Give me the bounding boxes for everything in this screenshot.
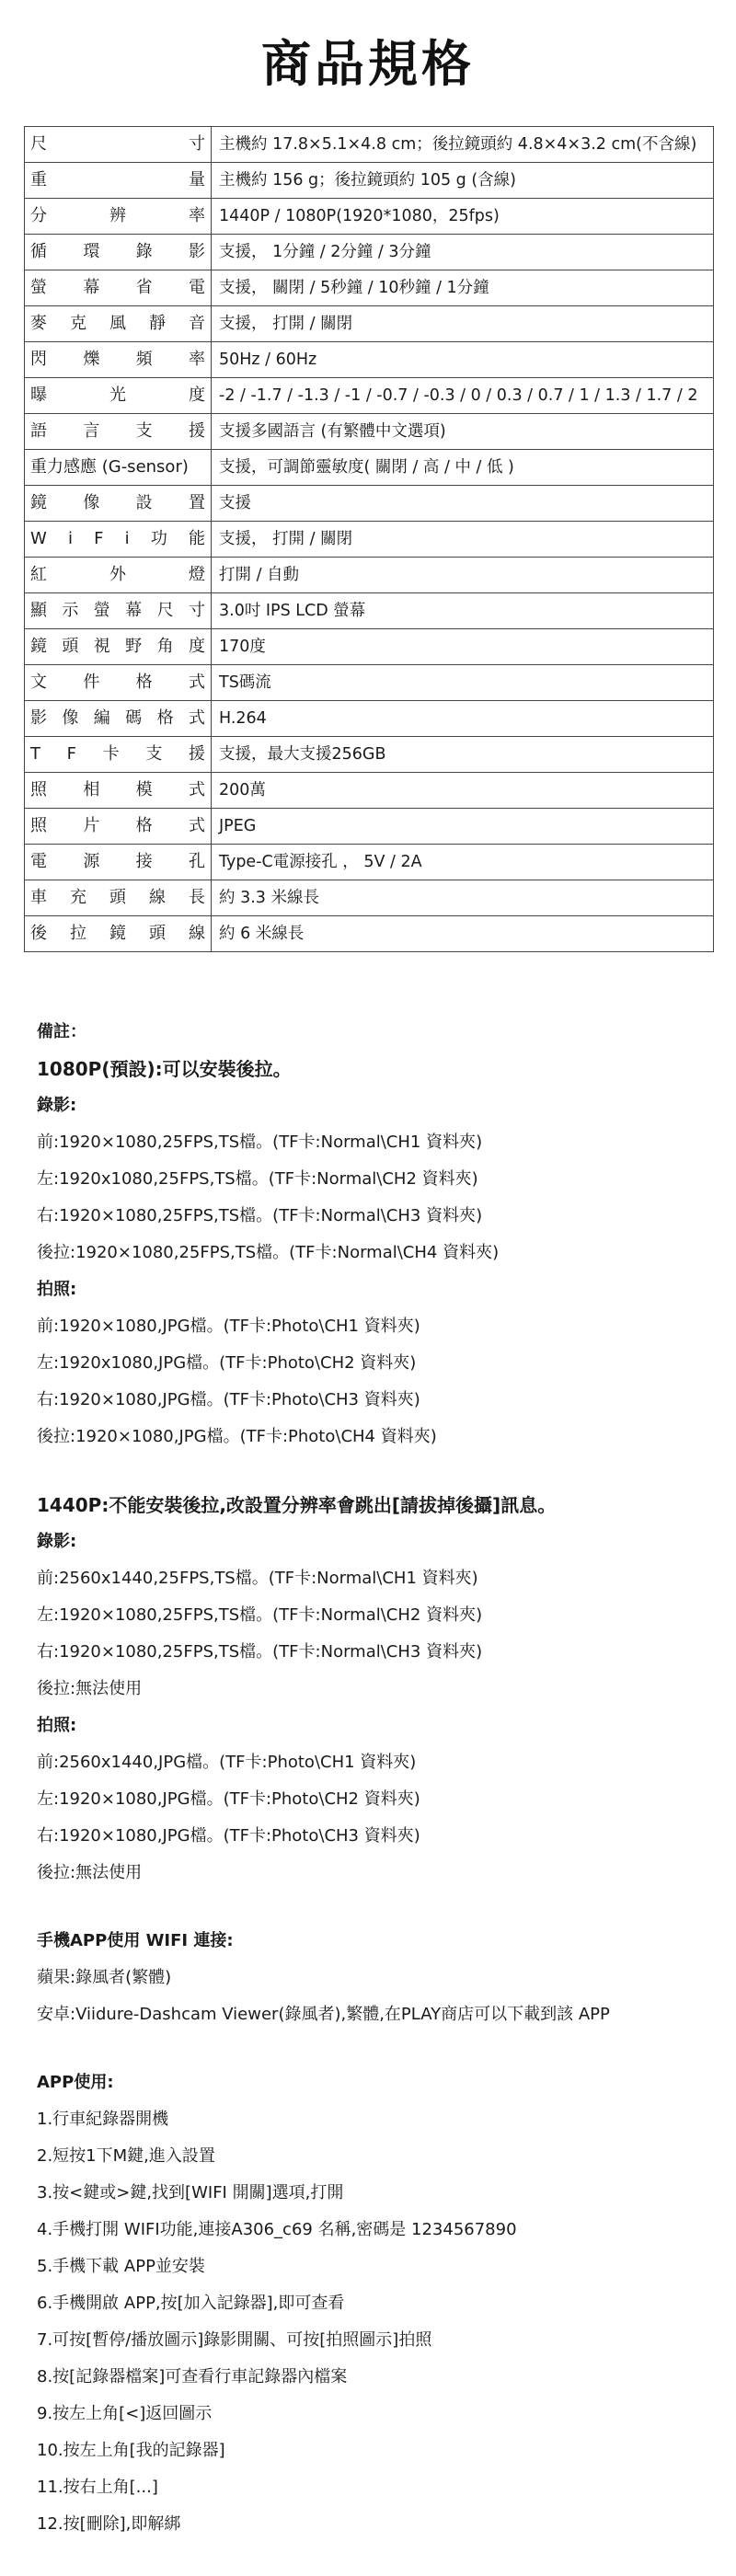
spec-label-cell — [25, 629, 212, 665]
spec-label-cell — [25, 342, 212, 378]
spec-label-cell — [25, 773, 212, 809]
table-row — [25, 558, 714, 593]
table-row — [25, 486, 714, 522]
spec-label: 分 辨 率 — [30, 206, 205, 225]
spec-label-cell — [25, 809, 212, 845]
wifi-title: 手機APP使用 WIFI 連接: — [37, 1931, 234, 1950]
table-row — [25, 880, 714, 916]
spec-label: 文 件 格 式 — [30, 673, 205, 692]
list-item: 後拉:無法使用 — [37, 1863, 143, 1882]
spec-label-cell — [25, 665, 212, 701]
list-item: 5.手機下載 APP並安裝 — [37, 2257, 205, 2276]
spec-value: TS碼流 — [212, 665, 714, 701]
spec-label-cell — [25, 737, 212, 773]
list-item: 蘋果:錄風者(繁體) — [37, 1968, 172, 1987]
table-row — [25, 773, 714, 809]
list-item: 左:1920x1080,25FPS,TS檔。(TF卡:Normal\CH2 資料夾) — [37, 1169, 478, 1189]
list-item: 2.短按1下M鍵,進入設置 — [37, 2146, 215, 2166]
list-item: 右:1920×1080,25FPS,TS檔。(TF卡:Normal\CH3 資料夾) — [37, 1206, 483, 1225]
spec-label: 影 像 編 碼 格 式 — [30, 708, 205, 728]
table-row — [25, 378, 714, 414]
spec-label: 顯 示 螢 幕 尺 寸 — [30, 601, 205, 620]
spec-label: 重 量 — [30, 170, 205, 190]
spec-label: 照 片 格 式 — [30, 816, 205, 835]
spec-label: W i F i 功 能 — [30, 529, 205, 548]
table-row — [25, 450, 714, 486]
spec-value: 200萬 — [212, 773, 714, 809]
spec-label-cell — [25, 378, 212, 414]
spec-value: 支援多國語言 (有繁體中文選項) — [212, 414, 714, 450]
list-item: 左:1920×1080,25FPS,TS檔。(TF卡:Normal\CH2 資料夾) — [37, 1605, 483, 1625]
table-row — [25, 235, 714, 270]
list-item: 8.按[記錄器檔案]可查看行車記錄器內檔案 — [37, 2367, 348, 2386]
spec-value: 50Hz / 60Hz — [212, 342, 714, 378]
spec-label-cell — [25, 127, 212, 163]
spec-label-cell — [25, 450, 212, 486]
spec-value: 支援，可調節靈敏度( 關閉 / 高 / 中 / 低 ) — [212, 450, 714, 486]
table-row — [25, 342, 714, 378]
list-item: 前:2560x1440,JPG檔。(TF卡:Photo\CH1 資料夾) — [37, 1753, 417, 1772]
spec-label: 尺 寸 — [30, 134, 205, 154]
list-item: 11.按右上角[...] — [37, 2478, 158, 2497]
spec-label-cell — [25, 306, 212, 342]
list-item: 1.行車紀錄器開機 — [37, 2110, 169, 2129]
list-item: 前:1920×1080,25FPS,TS檔。(TF卡:Normal\CH1 資料夾) — [37, 1133, 483, 1152]
list-item: 前:1920×1080,JPG檔。(TF卡:Photo\CH1 資料夾) — [37, 1317, 420, 1336]
list-item: 右:1920×1080,JPG檔。(TF卡:Photo\CH3 資料夾) — [37, 1826, 420, 1846]
spec-value: 約 3.3 米線長 — [212, 880, 714, 916]
spec-label-cell — [25, 845, 212, 880]
spec-value: 主機約 17.8×5.1×4.8 cm；後拉鏡頭約 4.8×4×3.2 cm(不含線) — [212, 127, 714, 163]
spec-label-cell — [25, 522, 212, 558]
spec-label: 重力感應 (G-sensor) — [30, 457, 189, 477]
spec-label: 閃 爍 頻 率 — [30, 350, 205, 369]
spec-table — [24, 126, 714, 952]
table-row — [25, 737, 714, 773]
spec-value: 支援， 打開 / 關閉 — [212, 306, 714, 342]
list-item: 9.按左上角[<]返回圖示 — [37, 2404, 213, 2423]
list-item: 安卓:Viidure-Dashcam Viewer(錄風者),繁體,在PLAY商店可以下載到該 APP — [37, 2005, 610, 2024]
spec-value: 支援， 關閉 / 5秒鐘 / 10秒鐘 / 1分鐘 — [212, 270, 714, 306]
spec-label: 電 源 接 孔 — [30, 852, 205, 871]
notes-section — [37, 1014, 718, 2543]
spec-value: Type-C電源接孔 ， 5V / 2A — [212, 845, 714, 880]
list-item: 左:1920x1080,JPG檔。(TF卡:Photo\CH2 資料夾) — [37, 1353, 417, 1373]
photo-label: 拍照: — [37, 1280, 77, 1299]
spec-value: 3.0吋 IPS LCD 螢幕 — [212, 593, 714, 629]
spec-label: 後 拉 鏡 頭 線 — [30, 924, 205, 943]
spec-label-cell — [25, 199, 212, 235]
list-item: 3.按<鍵或>鍵,找到[WIFI 開關]選項,打開 — [37, 2183, 344, 2202]
spec-label-cell — [25, 916, 212, 952]
spec-label-cell — [25, 414, 212, 450]
table-row — [25, 701, 714, 737]
table-row — [25, 270, 714, 306]
list-item: 12.按[刪除],即解綁 — [37, 2514, 181, 2534]
table-row — [25, 127, 714, 163]
record-label: 錄影: — [37, 1532, 77, 1551]
spec-value: 打開 / 自動 — [212, 558, 714, 593]
mode-1440-title: 1440P:不能安裝後拉,改設置分辨率會跳出[請拔掉後攝]訊息。 — [37, 1494, 557, 1516]
app-usage-title: APP使用: — [37, 2073, 114, 2092]
table-row — [25, 593, 714, 629]
spec-value: 主機約 156 g；後拉鏡頭約 105 g (含線) — [212, 163, 714, 199]
spec-label-cell — [25, 270, 212, 306]
photo-label: 拍照: — [37, 1716, 77, 1735]
table-row — [25, 845, 714, 880]
list-item: 前:2560x1440,25FPS,TS檔。(TF卡:Normal\CH1 資料夾) — [37, 1569, 478, 1588]
spec-label: 螢 幕 省 電 — [30, 278, 205, 297]
list-item: 10.按左上角[我的記錄器] — [37, 2441, 225, 2460]
spec-value: 支援， 1分鐘 / 2分鐘 / 3分鐘 — [212, 235, 714, 270]
table-row — [25, 306, 714, 342]
spec-label: T F 卡 支 援 — [30, 744, 205, 764]
spec-label-cell — [25, 880, 212, 916]
list-item: 4.手機打開 WIFI功能,連接A306_c69 名稱,密碼是 1234567890 — [37, 2220, 517, 2239]
spec-label: 車 充 頭 線 長 — [30, 888, 205, 907]
page-title: 商品規格 — [261, 35, 475, 93]
table-row — [25, 629, 714, 665]
spec-label-cell — [25, 235, 212, 270]
table-row — [25, 665, 714, 701]
table-row — [25, 522, 714, 558]
spec-value: -2 / -1.7 / -1.3 / -1 / -0.7 / -0.3 / 0 / 0.3 / 0.7 / 1 / 1.3 / 1.7 / 2 — [212, 378, 714, 414]
table-row — [25, 916, 714, 952]
spec-value: 支援， 打開 / 關閉 — [212, 522, 714, 558]
list-item: 後拉:1920×1080,JPG檔。(TF卡:Photo\CH4 資料夾) — [37, 1427, 437, 1446]
spec-label-cell — [25, 558, 212, 593]
list-item: 右:1920×1080,25FPS,TS檔。(TF卡:Normal\CH3 資料夾) — [37, 1642, 483, 1662]
mode-1080-title: 1080P(預設):可以安裝後拉。 — [37, 1058, 292, 1080]
table-row — [25, 414, 714, 450]
spec-label: 麥 克 風 靜 音 — [30, 314, 205, 333]
table-row — [25, 163, 714, 199]
spec-value: 170度 — [212, 629, 714, 665]
spec-label-cell — [25, 593, 212, 629]
list-item: 後拉:1920×1080,25FPS,TS檔。(TF卡:Normal\CH4 資料夾) — [37, 1243, 500, 1262]
spec-label: 照 相 模 式 — [30, 780, 205, 799]
notes-heading: 備註： — [37, 1022, 86, 1041]
list-item: 左:1920×1080,JPG檔。(TF卡:Photo\CH2 資料夾) — [37, 1789, 420, 1809]
spec-value: 約 6 米線長 — [212, 916, 714, 952]
spec-value: 支援 — [212, 486, 714, 522]
spec-label-cell — [25, 163, 212, 199]
spec-value: JPEG — [212, 809, 714, 845]
spec-value: H.264 — [212, 701, 714, 737]
spec-label: 曝 光 度 — [30, 385, 205, 405]
spec-label: 語 言 支 援 — [30, 421, 205, 441]
spec-label-cell — [25, 701, 212, 737]
table-row — [25, 199, 714, 235]
spec-label: 鏡 像 設 置 — [30, 493, 205, 512]
spec-value: 支援，最大支援256GB — [212, 737, 714, 773]
table-row — [25, 809, 714, 845]
spec-label-cell — [25, 486, 212, 522]
spec-label: 鏡 頭 視 野 角 度 — [30, 637, 205, 656]
list-item: 6.手機開啟 APP,按[加入記錄器],即可查看 — [37, 2294, 345, 2313]
spec-value: 1440P / 1080P(1920*1080，25fps) — [212, 199, 714, 235]
spec-label: 紅 外 燈 — [30, 565, 205, 584]
record-label: 錄影: — [37, 1096, 77, 1115]
list-item: 7.可按[暫停/播放圖示]錄影開關、可按[拍照圖示]拍照 — [37, 2330, 432, 2350]
list-item: 後拉:無法使用 — [37, 1679, 143, 1698]
spec-label: 循 環 錄 影 — [30, 242, 205, 261]
list-item: 右:1920×1080,JPG檔。(TF卡:Photo\CH3 資料夾) — [37, 1390, 420, 1409]
